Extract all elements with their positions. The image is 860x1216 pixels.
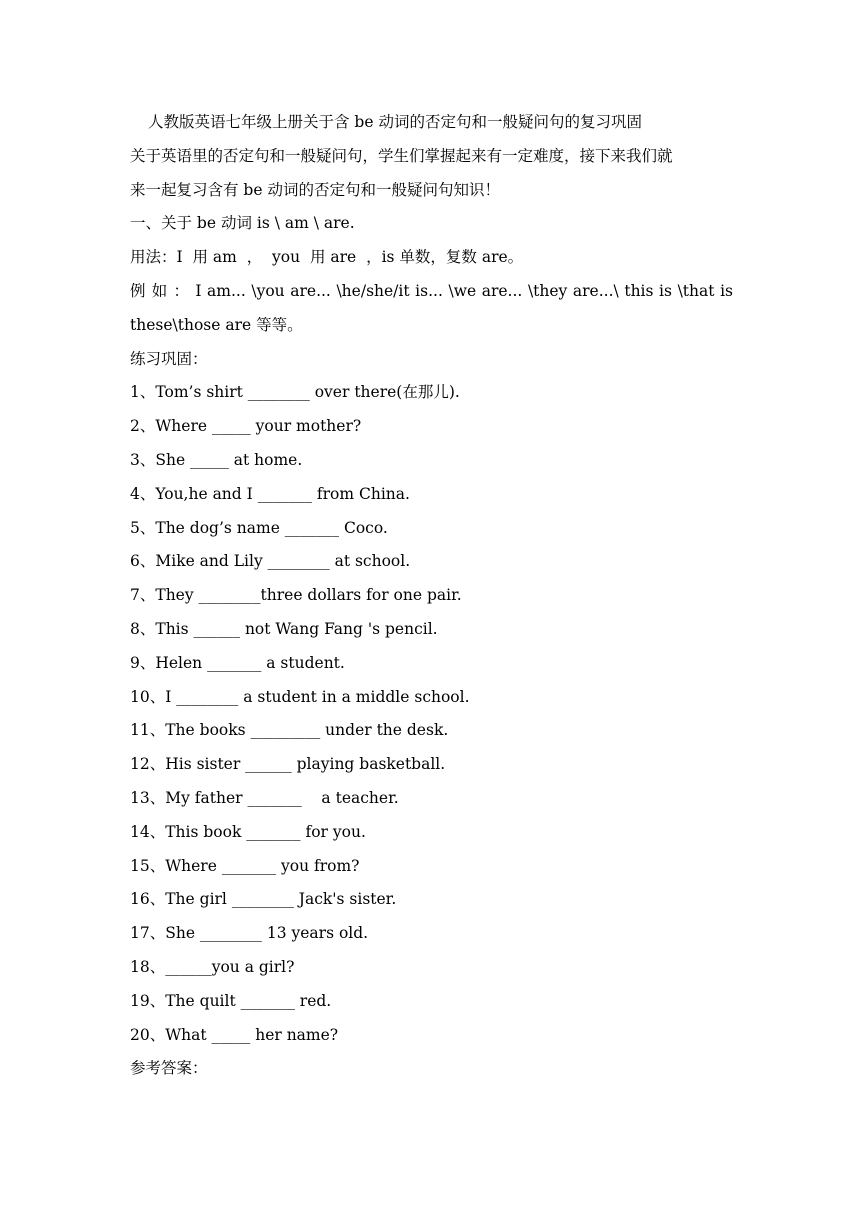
exercise-item: 12、His sister ______ playing basketball. [130, 755, 446, 774]
intro-line-1: 关于英语里的否定句和一般疑问句，学生们掌握起来有一定难度，接下来我们就 [130, 146, 673, 165]
section-heading: 一、关于 be 动词 is \ am \ are. [130, 214, 355, 233]
exercise-item: 14、This book _______ for you. [130, 822, 366, 841]
exercise-item: 16、The girl ________ Jack's sister. [130, 890, 397, 909]
exercise-item: 20、What _____ her name? [130, 1025, 339, 1044]
exercise-item: 6、Mike and Lily ________ at school. [130, 552, 411, 571]
exercise-item: 4、You,he and I _______ from China. [130, 484, 410, 503]
exercise-item: 13、My father _______ a teacher. [130, 788, 399, 807]
exercise-item: 9、Helen _______ a student. [130, 653, 345, 672]
example-line-1: 例 如 ： I am... \you are... \he/she/it is... \we are... \they are...\ this is \that is [130, 281, 733, 300]
exercise-item: 2、Where _____ your mother? [130, 417, 362, 436]
example-line-2: these\those are 等等。 [130, 315, 303, 334]
exercise-item: 17、She ________ 13 years old. [130, 924, 369, 943]
exercise-item: 19、The quilt _______ red. [130, 991, 332, 1010]
exercise-item: 1、Tom’s shirt ________ over there(在那儿). [130, 383, 460, 402]
usage-line: 用法：I 用 am ， you 用 are ，is 单数，复数 are。 [130, 248, 524, 267]
intro-line-2: 来一起复习含有 be 动词的否定句和一般疑问句知识！ [130, 180, 500, 199]
exercise-item: 3、She _____ at home. [130, 450, 303, 469]
document-page [130, 106, 733, 1086]
practice-heading: 练习巩固： [130, 349, 208, 368]
exercise-item: 7、They ________three dollars for one pair. [130, 586, 462, 605]
exercise-item: 15、Where _______ you from? [130, 856, 360, 875]
document-title: 人教版英语七年级上册关于含 be 动词的否定句和一般疑问句的复习巩固 [148, 113, 642, 131]
exercise-item: 10、I ________ a student in a middle school. [130, 687, 470, 706]
exercise-list [130, 376, 733, 1052]
answers-heading: 参考答案： [130, 1059, 208, 1078]
exercise-item: 5、The dog’s name _______ Coco. [130, 518, 388, 537]
exercise-item: 11、The books _________ under the desk. [130, 721, 449, 740]
exercise-item: 8、This ______ not Wang Fang 's pencil. [130, 619, 438, 638]
exercise-item: 18、______you a girl? [130, 957, 295, 976]
